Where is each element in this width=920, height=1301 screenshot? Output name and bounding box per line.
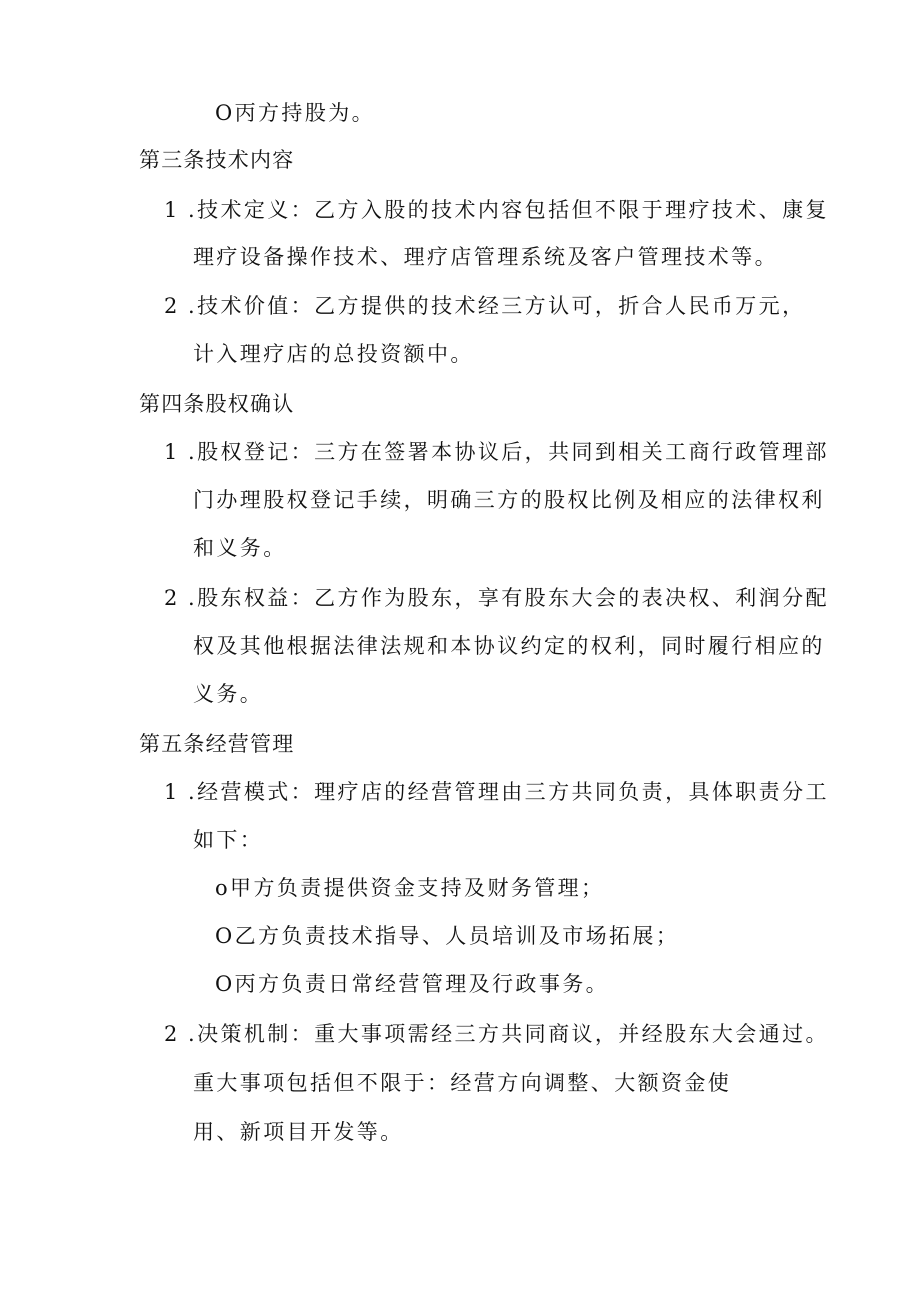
item-text: .技术定义：乙方入股的技术内容包括但不限于理疗技术、康复 [188, 198, 829, 222]
intro-bullet: O丙方持股为。 [215, 101, 376, 125]
section-4-item-2-line-2: 权及其他根据法律法规和本协议约定的权利，同时履行相应的 [193, 634, 825, 658]
item-text: .经营模式：理疗店的经营管理由三方共同负责，具体职责分工 [188, 780, 829, 804]
item-number: 2 [164, 586, 180, 610]
section-3-item-2-line-2: 计入理疗店的总投资额中。 [193, 342, 474, 366]
section-3-heading: 第三条技术内容 [139, 148, 295, 172]
section-5-heading: 第五条经营管理 [139, 732, 295, 756]
sub-bullet-1: o甲方负责提供资金支持及财务管理； [215, 876, 605, 900]
item-number: 1 [164, 198, 180, 222]
section-5-item-1-line-1 [164, 778, 829, 806]
section-4-item-1-line-2: 门办理股权登记手续，明确三方的股权比例及相应的法律权利 [193, 488, 825, 512]
section-3-item-1-line-1 [164, 196, 829, 224]
sub-bullet-2: O乙方负责技术指导、人员培训及市场拓展； [215, 924, 680, 948]
item-text: .决策机制：重大事项需经三方共同商议，并经股东大会通过。 [188, 1022, 829, 1046]
item-number: 1 [164, 440, 180, 464]
section-5-item-1-line-2: 如下： [193, 828, 264, 852]
section-5-item-2-line-1 [164, 1020, 829, 1048]
item-number: 2 [164, 1022, 180, 1046]
sub-bullet-3: O丙方负责日常经营管理及行政事务。 [215, 972, 610, 996]
item-number: 1 [164, 780, 180, 804]
section-3-item-1-line-2: 理疗设备操作技术、理疗店管理系统及客户管理技术等。 [193, 245, 778, 269]
section-4-heading: 第四条股权确认 [139, 392, 295, 416]
item-text: .股权登记：三方在签署本协议后，共同到相关工商行政管理部 [188, 440, 829, 464]
item-text: .技术价值：乙方提供的技术经三方认可，折合人民币万元， [188, 294, 806, 318]
item-number: 2 [164, 294, 180, 318]
section-4-item-1-line-1 [164, 438, 829, 466]
item-text: .股东权益：乙方作为股东，享有股东大会的表决权、利润分配 [188, 586, 829, 610]
section-5-item-2-line-3: 用、新项目开发等。 [193, 1120, 404, 1144]
section-3-item-2-line-1 [164, 292, 805, 320]
section-4-item-1-line-3: 和义务。 [193, 536, 287, 560]
section-4-item-2-line-1 [164, 584, 829, 612]
section-4-item-2-line-3: 义务。 [193, 682, 264, 706]
section-5-item-2-line-2: 重大事项包括但不限于：经营方向调整、大额资金使 [193, 1071, 732, 1095]
